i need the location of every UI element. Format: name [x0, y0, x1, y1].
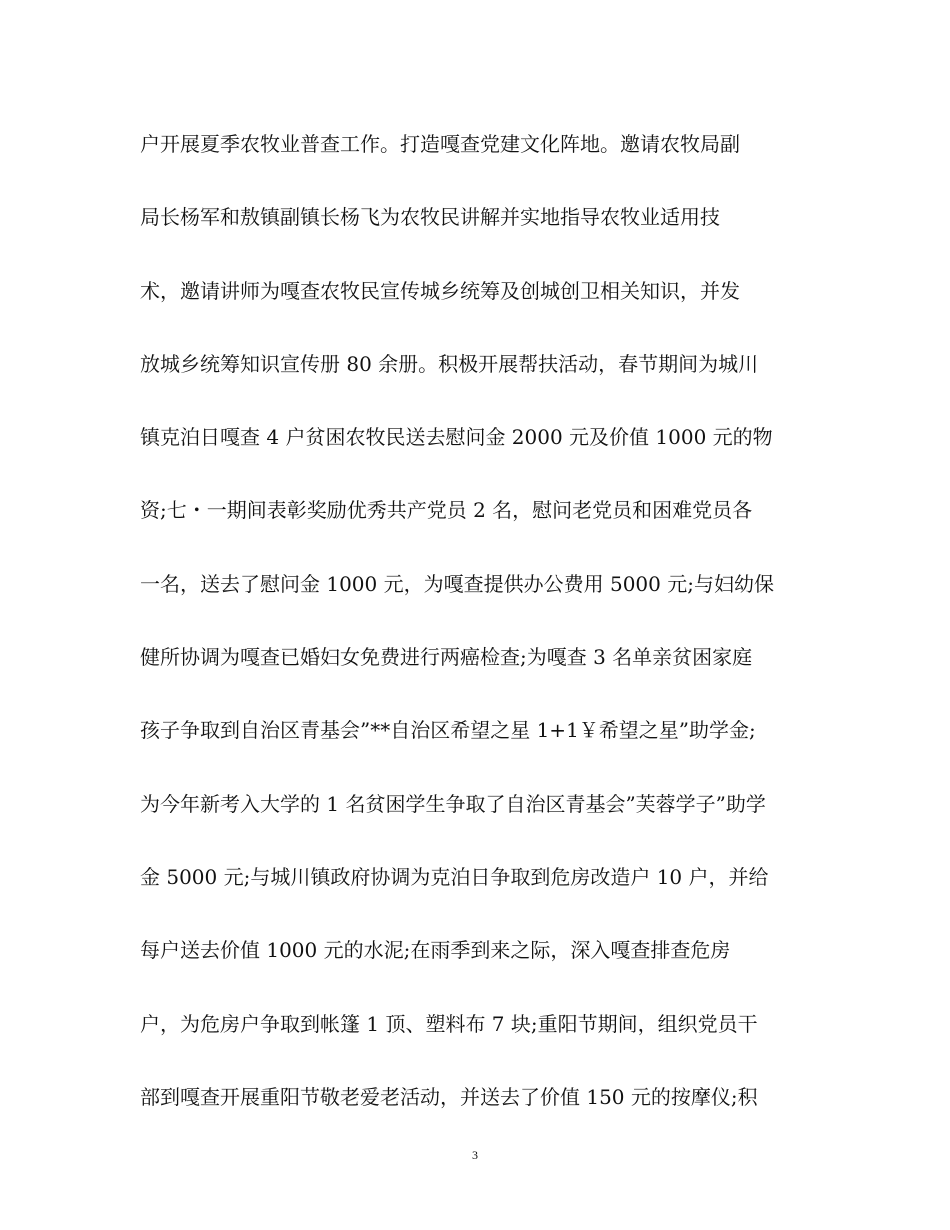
text-line: 部到嘎查开展重阳节敬老爱老活动，并送去了价值 150 元的按摩仪;积: [140, 1084, 758, 1109]
body-text: [140, 120, 820, 1146]
text-line: 健所协调为嘎查已婚妇女免费进行两癌检查;为嘎查 3 名单亲贫困家庭: [140, 645, 753, 670]
text-line: 镇克泊日嘎查 4 户贫困农牧民送去慰问金 2000 元及价值 1000 元的物: [140, 425, 773, 450]
page-number: 3: [472, 1148, 478, 1162]
text-line: 术，邀请讲师为嘎查农牧民宣传城乡统筹及创城创卫相关知识，并发: [140, 278, 740, 303]
text-line: 局长杨军和敖镇副镇长杨飞为农牧民讲解并实地指导农牧业适用技: [140, 205, 720, 230]
text-line: 放城乡统筹知识宣传册 80 余册。积极开展帮扶活动，春节期间为城川: [140, 351, 759, 376]
text-line: 资;七・一期间表彰奖励优秀共产党员 2 名，慰问老党员和困难党员各: [140, 498, 753, 523]
text-line: 户，为危房户争取到帐篷 1 顶、塑料布 7 块;重阳节期间，组织党员干: [140, 1011, 758, 1036]
text-line: 为今年新考入大学的 1 名贫困学生争取了自治区青基会”芙蓉学子”助学: [140, 791, 766, 816]
text-line: 每户送去价值 1000 元的水泥;在雨季到来之际，深入嘎查排查危房: [140, 938, 731, 963]
text-line: 户开展夏季农牧业普查工作。打造嘎查党建文化阵地。邀请农牧局副: [140, 132, 740, 156]
text-line: 一名，送去了慰问金 1000 元，为嘎查提供办公费用 5000 元;与妇幼保: [140, 571, 774, 596]
text-line: 孩子争取到自治区青基会”**自治区希望之星 1+1￥希望之星”助学金;: [140, 718, 756, 743]
text-line: 金 5000 元;与城川镇政府协调为克泊日争取到危房改造户 10 户，并给: [140, 864, 769, 889]
